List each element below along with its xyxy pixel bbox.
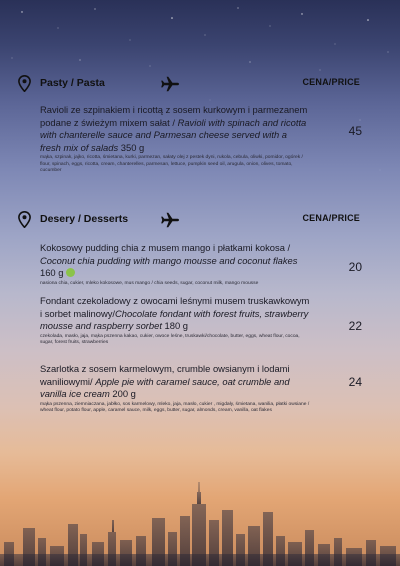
item-name-en: Apple pie with caramel sauce, oat crumble and vanilla ice cream (40, 375, 290, 400)
item-name-en: Coconut chia pudding with mango mousse and coconut flakes (40, 254, 298, 266)
item-description (40, 363, 310, 401)
item-description (40, 242, 310, 280)
item-ingredients: mąka, szpinak, jajko, ricotta, śmietana, kurki, parmezan, sałaty olej z pestek dyni, rukola, cebula, oliwki, pomidor, ogórek / flour, spinach, eggs, ricotta, cream, chanterelles, parmesan, lettuce, pumpkin seed oil, arugula, onion, olives, tomato, cucumber (40, 155, 303, 173)
item-price: 45 (348, 124, 362, 138)
price-column-header: CENA/PRICE (302, 77, 360, 87)
item-weight: 160 g (40, 267, 64, 279)
section-title: Desery / Desserts (40, 213, 129, 225)
menu-item-apple-pie (40, 363, 310, 414)
airplane-icon (160, 76, 180, 92)
section-header-pasta (0, 75, 400, 95)
vegan-leaf-icon (66, 268, 75, 277)
item-ingredients: nasiona chia, cukier, mleko kokosowe, mus mango / chia seeds, sugar, coconut milk, mango mousse (40, 280, 259, 286)
item-weight: 180 g (161, 320, 189, 332)
section-header-desserts (0, 211, 400, 231)
item-ingredients: czekolada, masło, jaja, mąka pszenna kakao, cukier, owoce leśne, truskawki/chocolate, butter, eggs, wheat flour, cocoa, sugar, forest fruits, strawberries (40, 333, 300, 345)
city-skyline-silhouette (0, 476, 400, 566)
section-title: Pasty / Pasta (40, 77, 105, 89)
item-weight: 350 g (118, 141, 145, 153)
item-name-pl: Ravioli ze szpinakiem i ricottą z sosem kurkowym i parmezanem podane z świeżym mixem sałat / (40, 104, 308, 128)
price-column-header: CENA/PRICE (302, 213, 360, 223)
item-name-pl: Szarlotka z sosem karmelowym, crumble owsianym i lodami waniliowymi/ (40, 363, 290, 387)
menu-item-chocolate-fondant (40, 295, 310, 346)
airplane-icon (160, 212, 180, 228)
item-ingredients: mąka pszenna, ziemniaczana, jabłko, sos karmelowy, mleko, jaja, masło, cukier , migdały, śmietana, wanilia, płatki owsiane / wheat flour, potato flour, apple, caramel sauce, milk, eggs, butter, sugar, almonds, cream, vanilla, oat flakes (40, 401, 310, 413)
location-pin-icon (18, 211, 31, 228)
menu-item-ravioli (40, 104, 310, 174)
location-pin-icon (18, 75, 31, 92)
item-price: 22 (348, 319, 362, 333)
item-name-pl: Fondant czekoladowy z owocami leśnymi musem truskawkowym i sorbet malinowy/ (40, 295, 310, 319)
item-name-pl: Kokosowy pudding chia z musem mango i płatkami kokosa / (40, 242, 291, 253)
item-name-en: Ravioli with spinach and ricotta with chanterelle sauce and Parmesan cheese served with a fresh mix of salads (40, 116, 307, 153)
menu-item-chia-pudding (40, 242, 310, 287)
item-price: 20 (348, 260, 362, 274)
item-price: 24 (348, 375, 362, 389)
item-description (40, 104, 310, 154)
item-name-en: Chocolate fondant with forest fruits, strawberry mousse and raspberry sorbet (40, 307, 309, 332)
item-description (40, 295, 310, 333)
item-weight: 200 g (109, 388, 136, 400)
